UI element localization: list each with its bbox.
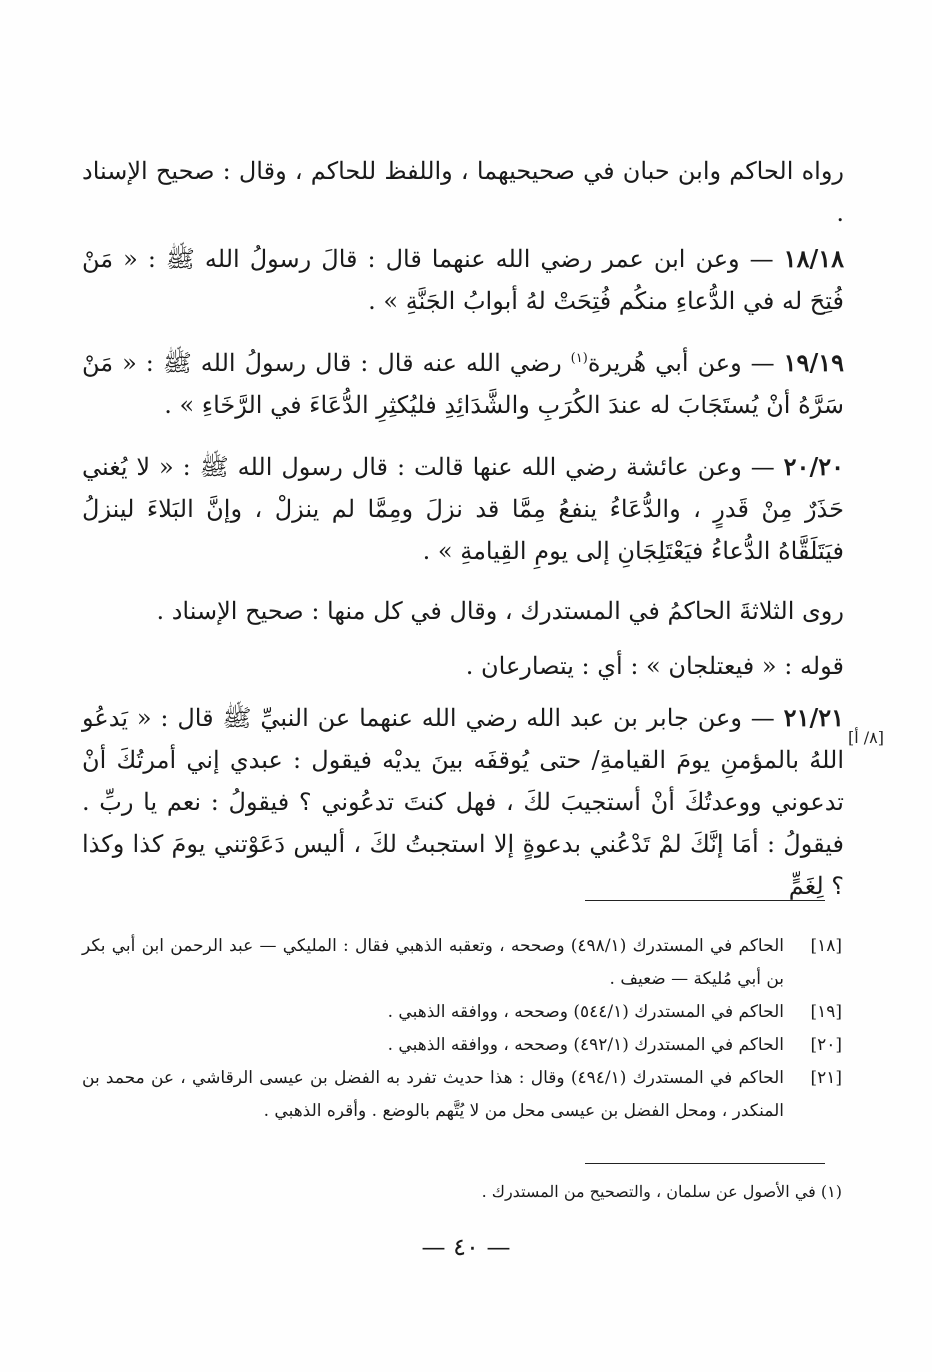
hadith-text: — وعن عائشة رضي الله عنها قالت : قال رسول الله ﷺ : « لا يُغني حَذَرٌ مِنْ قَدرٍ ، والدُّعَاءُ ينفعُ مِمَّا قد نزلَ ومِمَّا لم ينزلْ ، وإنَّ البَلاءَ لينزلُ فيَتَلَقَّاهُ الدُّعاءُ فيَعْتَلِجَانِ إلى يومِ القِيامةِ » . [82,453,844,565]
hadith-number: ٢١/٢١ [783,703,844,732]
margin-folio-reference: [٨/ أ] [848,728,885,747]
footnote-divider [585,900,825,901]
hadith-21 [82,697,844,907]
editor-note: (١) في الأصول عن سلمان ، والتصحيح من المستدرك . [481,1182,842,1201]
footnote-label: [١٨] [810,936,842,956]
footnote-text: الحاكم في المستدرك (٥٤٤/١) وصححه ، ووافقه الذهبي . [387,1002,784,1022]
footnote-text: الحاكم في المستدرك (٤٩٤/١) وقال : هذا حديث تفرد به الفضل بن عيسى الرقاشي ، عن محمد بن المنكدر ، ومحل الفضل بن عيسى محل من لا يُتَّهم بالوضع . وأقره الذهبي . [82,1068,784,1121]
footnote-item [82,1062,842,1128]
note-divider [585,1163,825,1164]
footnotes [82,930,842,1128]
hadith-number: ٢٠/٢٠ [783,452,844,481]
hadith-18 [82,238,844,322]
hadith-text: — وعن ابن عمر رضي الله عنهما قال : قالَ رسولُ الله ﷺ : « مَنْ فُتِحَ له في الدُّعاءِ منكُم فُتِحَتْ لهُ أبوابُ الجَنَّةِ » . [82,245,844,315]
paragraph-source [82,150,844,234]
paragraph-text: روى الثلاثةَ الحاكمُ في المستدرك ، وقال في كل منها : صحيح الإسناد . [156,597,844,625]
footnote-label: [١٩] [810,1002,842,1022]
paragraph-narration [82,590,844,632]
footnote-item [82,930,842,996]
footnote-label: [٢٠] [810,1035,842,1055]
footnote-text: الحاكم في المستدرك (٤٩٨/١) وصححه ، وتعقبه الذهبي فقال : المليكي — عبد الرحمن ابن أبي بكر بن أبي مُليكة — ضعيف . [82,936,784,989]
paragraph-text: رواه الحاكم وابن حبان في صحيحيهما ، واللفظ للحاكم ، وقال : صحيح الإسناد . [82,157,844,227]
footnote-marker: (١) [570,351,588,366]
footnote-item [82,1029,842,1062]
footnote-item [82,996,842,1029]
hadith-text-before: — وعن أبي هُريرة [587,349,775,377]
hadith-text-after: رضي الله عنه قال : قال رسولُ الله ﷺ : « مَنْ سَرَّهُ أنْ يُستَجَابَ له عندَ الكُرَبِ والشَّدَائِدِ فليُكثِرِ الدُّعَاءَ في الرَّخَاءِ » . [82,349,844,419]
hadith-number: ١٩/١٩ [783,348,844,377]
hadith-19 [82,342,844,426]
hadith-number: ١٨/١٨ [783,244,844,273]
footnote-text: الحاكم في المستدرك (٤٩٢/١) وصححه ، ووافقه الذهبي . [387,1035,784,1055]
hadith-text: — وعن جابر بن عبد الله رضي الله عنهما عن النبيِّ ﷺ قال : « يَدعُو اللهُ بالمؤمنِ يومَ القيامةِ/ حتى يُوقفَه بينَ يديْه فيقول : عبدي إني أمرتُكَ أنْ تدعوني ووعدتُكَ أنْ أستجيبَ لكَ ، فهل كنتَ تدعُوني ؟ فيقولُ : نعم يا ربِّ . فيقولُ : أمَا إنَّكَ لمْ تَدْعُني بدعوةٍ إلا استجبتُ لكَ ، أليس دَعَوْتني يومَ كذا وكذا ؟ لِغَمٍّ [82,704,844,900]
page-number: — ٤٠ — [421,1233,511,1261]
footnote-label: [٢١] [810,1068,842,1088]
paragraph-explanation [82,645,844,687]
hadith-20 [82,446,844,572]
paragraph-text: قوله : « فيعتلجان » : أي : يتصارعان . [465,652,844,680]
